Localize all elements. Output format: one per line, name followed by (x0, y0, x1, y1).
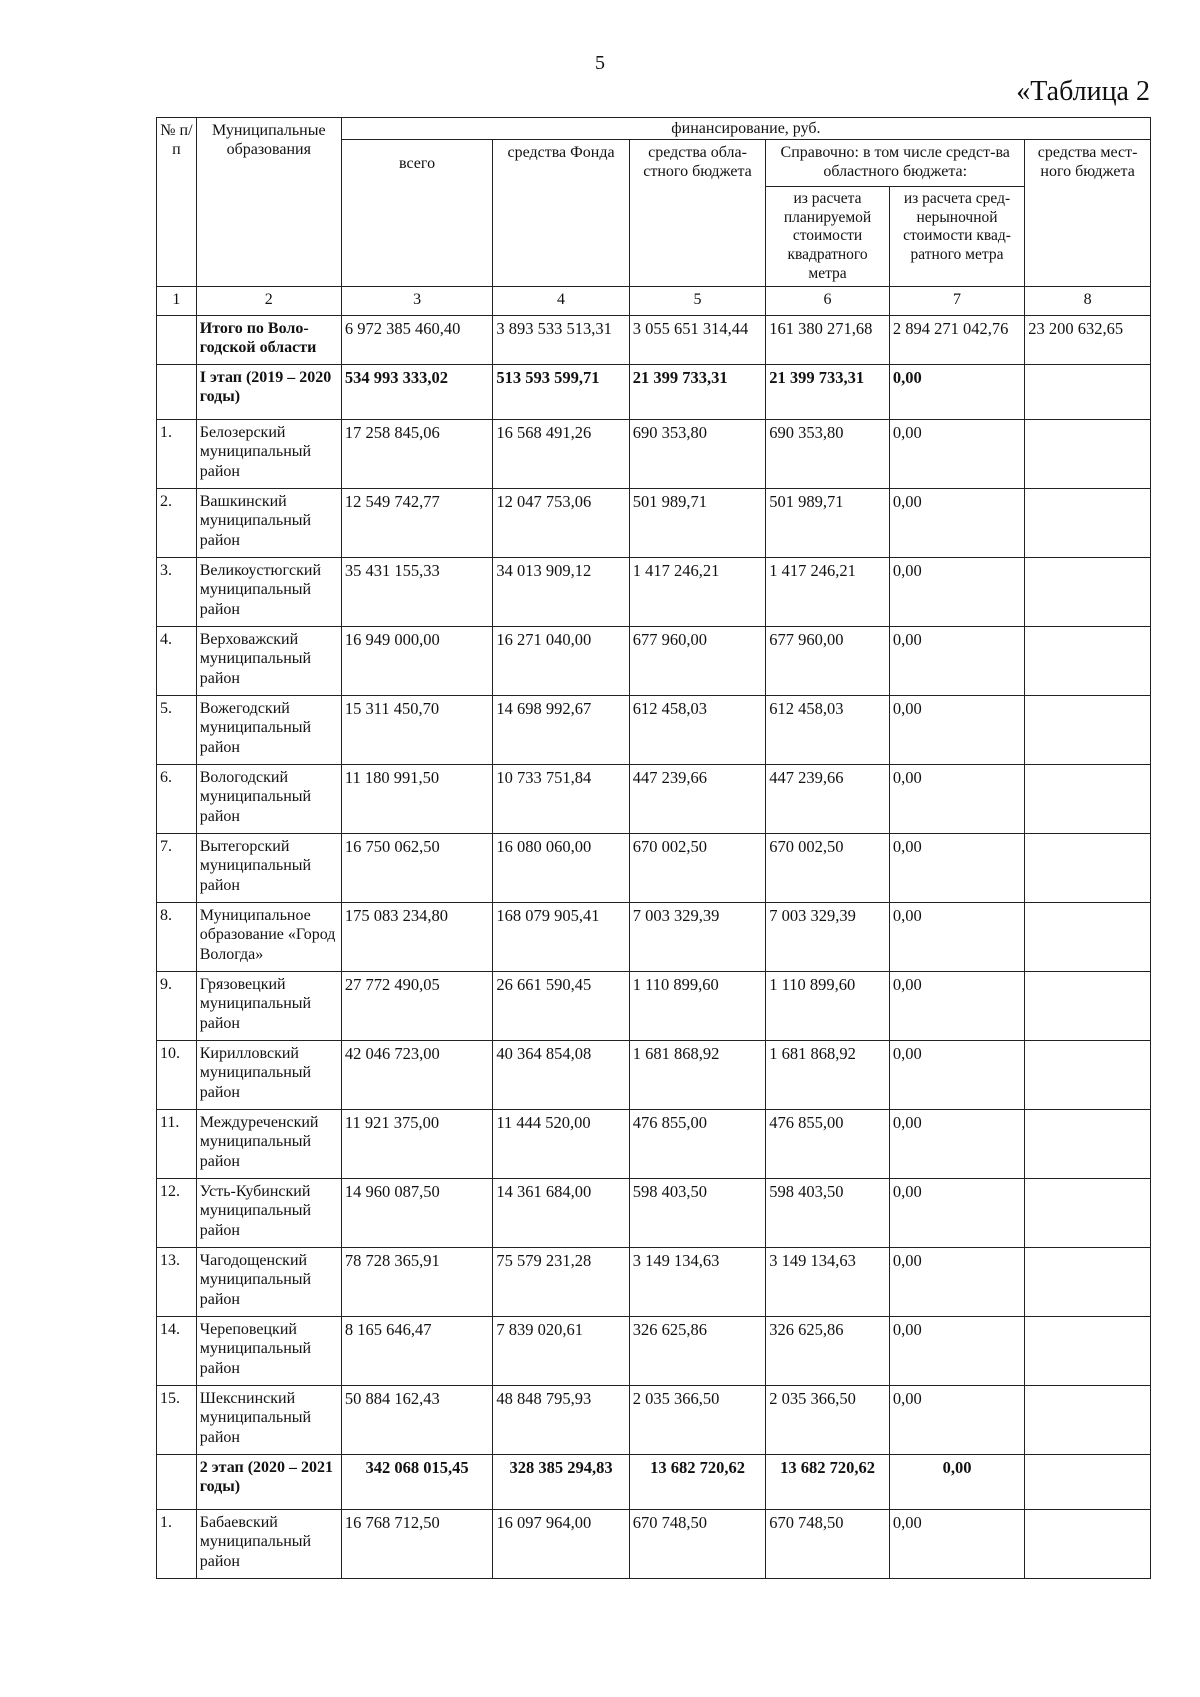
cell-local (1025, 1510, 1151, 1579)
cell-total: 12 549 742,77 (341, 489, 493, 558)
cell-fund: 16 097 964,00 (493, 1510, 629, 1579)
header-total: всего (341, 140, 493, 287)
cell-regional: 677 960,00 (629, 627, 765, 696)
cell-name: Верховажский муниципальный район (196, 627, 341, 696)
table-row (157, 1317, 1151, 1386)
column-number: 5 (629, 287, 765, 316)
cell-name: Белозерский муниципальный район (196, 420, 341, 489)
cell-total: 14 960 087,50 (341, 1179, 493, 1248)
cell-total: 78 728 365,91 (341, 1248, 493, 1317)
cell-local (1025, 1317, 1151, 1386)
cell-ref-planned: 598 403,50 (766, 1179, 890, 1248)
total-row-ref-planned: 161 380 271,68 (766, 316, 890, 365)
cell-num: 1. (157, 420, 197, 489)
cell-name: Шекснинский муниципальный район (196, 1386, 341, 1455)
cell-num: 12. (157, 1179, 197, 1248)
cell-fund: 48 848 795,93 (493, 1386, 629, 1455)
cell-ref-nonmarket: 0,00 (889, 765, 1024, 834)
table-row (157, 903, 1151, 972)
table-row (157, 696, 1151, 765)
header-ref-planned: из расчета планируемой стоимости квадратного метра (766, 187, 890, 287)
cell-ref-planned: 447 239,66 (766, 765, 890, 834)
table-row (157, 1510, 1151, 1579)
cell-fund: 168 079 905,41 (493, 903, 629, 972)
cell-ref-nonmarket: 0,00 (889, 1248, 1024, 1317)
cell-regional: 2 035 366,50 (629, 1386, 765, 1455)
cell-ref-nonmarket: 0,00 (889, 696, 1024, 765)
cell-num: 9. (157, 972, 197, 1041)
cell-ref-planned: 476 855,00 (766, 1110, 890, 1179)
column-number: 8 (1025, 287, 1151, 316)
cell-ref-planned: 670 748,50 (766, 1510, 890, 1579)
cell-num: 13. (157, 1248, 197, 1317)
cell-regional: 1 417 246,21 (629, 558, 765, 627)
cell-regional: 1 681 868,92 (629, 1041, 765, 1110)
cell-regional: 598 403,50 (629, 1179, 765, 1248)
cell-ref-planned: 2 035 366,50 (766, 1386, 890, 1455)
cell-regional: 3 149 134,63 (629, 1248, 765, 1317)
total-row-num (157, 316, 197, 365)
cell-local (1025, 1041, 1151, 1110)
table-row (157, 1248, 1151, 1317)
cell-num: 5. (157, 696, 197, 765)
cell-regional: 447 239,66 (629, 765, 765, 834)
cell-ref-planned: 1 110 899,60 (766, 972, 890, 1041)
cell-fund: 10 733 751,84 (493, 765, 629, 834)
header-regional: средства обла-стного бюджета (629, 140, 765, 287)
total-row (157, 316, 1151, 365)
cell-fund: 11 444 520,00 (493, 1110, 629, 1179)
table-row (157, 1110, 1151, 1179)
cell-ref-nonmarket: 0,00 (889, 489, 1024, 558)
cell-ref-nonmarket: 0,00 (889, 1386, 1024, 1455)
header-num-col: № п/п (157, 118, 197, 287)
cell-regional: 326 625,86 (629, 1317, 765, 1386)
cell-ref-nonmarket: 0,00 (889, 627, 1024, 696)
cell-fund: 26 661 590,45 (493, 972, 629, 1041)
table-row (157, 1041, 1151, 1110)
cell-regional: 670 748,50 (629, 1510, 765, 1579)
cell-total: 8 165 646,47 (341, 1317, 493, 1386)
cell-name: Вытегорский муниципальный район (196, 834, 341, 903)
header-reference: Справочно: в том числе средст-ва областного бюджета: (766, 140, 1025, 187)
total-row-ref-nonmarket: 2 894 271 042,76 (889, 316, 1024, 365)
cell-regional: 7 003 329,39 (629, 903, 765, 972)
total-row-local: 23 200 632,65 (1025, 316, 1151, 365)
cell-ref-nonmarket: 0,00 (889, 1317, 1024, 1386)
table-row (157, 834, 1151, 903)
stage2-ref-planned: 13 682 720,62 (766, 1455, 890, 1510)
cell-local (1025, 765, 1151, 834)
stage1-local (1025, 365, 1151, 420)
cell-num: 6. (157, 765, 197, 834)
cell-local (1025, 1110, 1151, 1179)
cell-local (1025, 972, 1151, 1041)
cell-total: 16 949 000,00 (341, 627, 493, 696)
column-number: 3 (341, 287, 493, 316)
cell-ref-nonmarket: 0,00 (889, 1041, 1024, 1110)
cell-ref-planned: 3 149 134,63 (766, 1248, 890, 1317)
stage2-regional: 13 682 720,62 (629, 1455, 765, 1510)
stage1-regional: 21 399 733,31 (629, 365, 765, 420)
financing-table (156, 117, 1151, 1579)
table-row (157, 627, 1151, 696)
stage2-num (157, 1455, 197, 1510)
column-number: 2 (196, 287, 341, 316)
cell-ref-planned: 1 681 868,92 (766, 1041, 890, 1110)
cell-ref-nonmarket: 0,00 (889, 1110, 1024, 1179)
cell-ref-nonmarket: 0,00 (889, 420, 1024, 489)
column-number: 6 (766, 287, 890, 316)
stage1-num (157, 365, 197, 420)
page-number: 5 (595, 52, 605, 74)
cell-ref-planned: 326 625,86 (766, 1317, 890, 1386)
cell-fund: 7 839 020,61 (493, 1317, 629, 1386)
cell-local (1025, 489, 1151, 558)
cell-fund: 16 271 040,00 (493, 627, 629, 696)
cell-ref-planned: 690 353,80 (766, 420, 890, 489)
header-municipality-col: Муниципальные образования (196, 118, 341, 287)
cell-fund: 12 047 753,06 (493, 489, 629, 558)
cell-name: Муниципальное образование «Город Вологда» (196, 903, 341, 972)
table-row (157, 765, 1151, 834)
cell-local (1025, 1248, 1151, 1317)
cell-name: Бабаевский муниципальный район (196, 1510, 341, 1579)
cell-regional: 1 110 899,60 (629, 972, 765, 1041)
table-row (157, 489, 1151, 558)
stage2-ref-nonmarket: 0,00 (889, 1455, 1024, 1510)
cell-ref-planned: 7 003 329,39 (766, 903, 890, 972)
cell-fund: 16 080 060,00 (493, 834, 629, 903)
cell-fund: 14 361 684,00 (493, 1179, 629, 1248)
cell-num: 2. (157, 489, 197, 558)
cell-ref-nonmarket: 0,00 (889, 1510, 1024, 1579)
column-number-row (157, 287, 1151, 316)
cell-local (1025, 696, 1151, 765)
cell-ref-planned: 677 960,00 (766, 627, 890, 696)
column-number: 4 (493, 287, 629, 316)
cell-name: Великоустюгский муниципальный район (196, 558, 341, 627)
cell-ref-nonmarket: 0,00 (889, 903, 1024, 972)
cell-num: 15. (157, 1386, 197, 1455)
table-row (157, 1386, 1151, 1455)
cell-local (1025, 558, 1151, 627)
cell-num: 8. (157, 903, 197, 972)
cell-fund: 40 364 854,08 (493, 1041, 629, 1110)
cell-total: 17 258 845,06 (341, 420, 493, 489)
cell-total: 11 180 991,50 (341, 765, 493, 834)
total-row-regional: 3 055 651 314,44 (629, 316, 765, 365)
cell-local (1025, 627, 1151, 696)
cell-name: Вашкинский муниципальный район (196, 489, 341, 558)
total-row-name: Итого по Воло-годской области (196, 316, 341, 365)
column-number: 7 (889, 287, 1024, 316)
cell-ref-nonmarket: 0,00 (889, 972, 1024, 1041)
header-fund: средства Фонда (493, 140, 629, 287)
cell-regional: 690 353,80 (629, 420, 765, 489)
cell-total: 35 431 155,33 (341, 558, 493, 627)
cell-name: Чагодощенский муниципальный район (196, 1248, 341, 1317)
cell-total: 42 046 723,00 (341, 1041, 493, 1110)
cell-ref-planned: 612 458,03 (766, 696, 890, 765)
cell-total: 50 884 162,43 (341, 1386, 493, 1455)
cell-name: Кирилловский муниципальный район (196, 1041, 341, 1110)
cell-name: Междуреченский муниципальный район (196, 1110, 341, 1179)
cell-ref-planned: 501 989,71 (766, 489, 890, 558)
cell-regional: 670 002,50 (629, 834, 765, 903)
cell-local (1025, 1179, 1151, 1248)
table-row (157, 972, 1151, 1041)
cell-name: Вожегодский муниципальный район (196, 696, 341, 765)
column-number: 1 (157, 287, 197, 316)
cell-regional: 612 458,03 (629, 696, 765, 765)
cell-total: 175 083 234,80 (341, 903, 493, 972)
stage1-ref-nonmarket: 0,00 (889, 365, 1024, 420)
cell-name: Череповецкий муниципальный район (196, 1317, 341, 1386)
cell-fund: 75 579 231,28 (493, 1248, 629, 1317)
cell-num: 10. (157, 1041, 197, 1110)
total-row-total: 6 972 385 460,40 (341, 316, 493, 365)
header-local: средства мест-ного бюджета (1025, 140, 1151, 287)
cell-name: Усть-Кубинский муниципальный район (196, 1179, 341, 1248)
stage2-local (1025, 1455, 1151, 1510)
cell-total: 16 750 062,50 (341, 834, 493, 903)
table-row (157, 558, 1151, 627)
header-row-1 (157, 118, 1151, 140)
cell-local (1025, 903, 1151, 972)
cell-num: 1. (157, 1510, 197, 1579)
cell-ref-nonmarket: 0,00 (889, 834, 1024, 903)
cell-ref-nonmarket: 0,00 (889, 1179, 1024, 1248)
cell-name: Грязовецкий муниципальный район (196, 972, 341, 1041)
stage1-total: 534 993 333,02 (341, 365, 493, 420)
cell-fund: 16 568 491,26 (493, 420, 629, 489)
cell-local (1025, 834, 1151, 903)
cell-num: 7. (157, 834, 197, 903)
cell-ref-planned: 670 002,50 (766, 834, 890, 903)
cell-total: 15 311 450,70 (341, 696, 493, 765)
cell-ref-nonmarket: 0,00 (889, 558, 1024, 627)
cell-num: 4. (157, 627, 197, 696)
total-row-fund: 3 893 533 513,31 (493, 316, 629, 365)
stage1-row (157, 365, 1151, 420)
stage2-fund: 328 385 294,83 (493, 1455, 629, 1510)
cell-fund: 34 013 909,12 (493, 558, 629, 627)
stage1-fund: 513 593 599,71 (493, 365, 629, 420)
header-ref-nonmarket: из расчета сред-нерыночной стоимости квад-ратного метра (889, 187, 1024, 287)
cell-fund: 14 698 992,67 (493, 696, 629, 765)
header-financing: финансирование, руб. (341, 118, 1150, 140)
cell-num: 11. (157, 1110, 197, 1179)
stage1-ref-planned: 21 399 733,31 (766, 365, 890, 420)
table-row (157, 1179, 1151, 1248)
stage2-name: 2 этап (2020 – 2021 годы) (196, 1455, 341, 1510)
table-row (157, 420, 1151, 489)
cell-name: Вологодский муниципальный район (196, 765, 341, 834)
stage1-name: I этап (2019 – 2020 годы) (196, 365, 341, 420)
cell-regional: 476 855,00 (629, 1110, 765, 1179)
cell-ref-planned: 1 417 246,21 (766, 558, 890, 627)
cell-total: 16 768 712,50 (341, 1510, 493, 1579)
stage2-total: 342 068 015,45 (341, 1455, 493, 1510)
cell-total: 11 921 375,00 (341, 1110, 493, 1179)
cell-num: 14. (157, 1317, 197, 1386)
cell-total: 27 772 490,05 (341, 972, 493, 1041)
cell-num: 3. (157, 558, 197, 627)
cell-regional: 501 989,71 (629, 489, 765, 558)
cell-local (1025, 1386, 1151, 1455)
stage2-row (157, 1455, 1151, 1510)
cell-local (1025, 420, 1151, 489)
table-caption: «Таблица 2 (1016, 76, 1150, 107)
